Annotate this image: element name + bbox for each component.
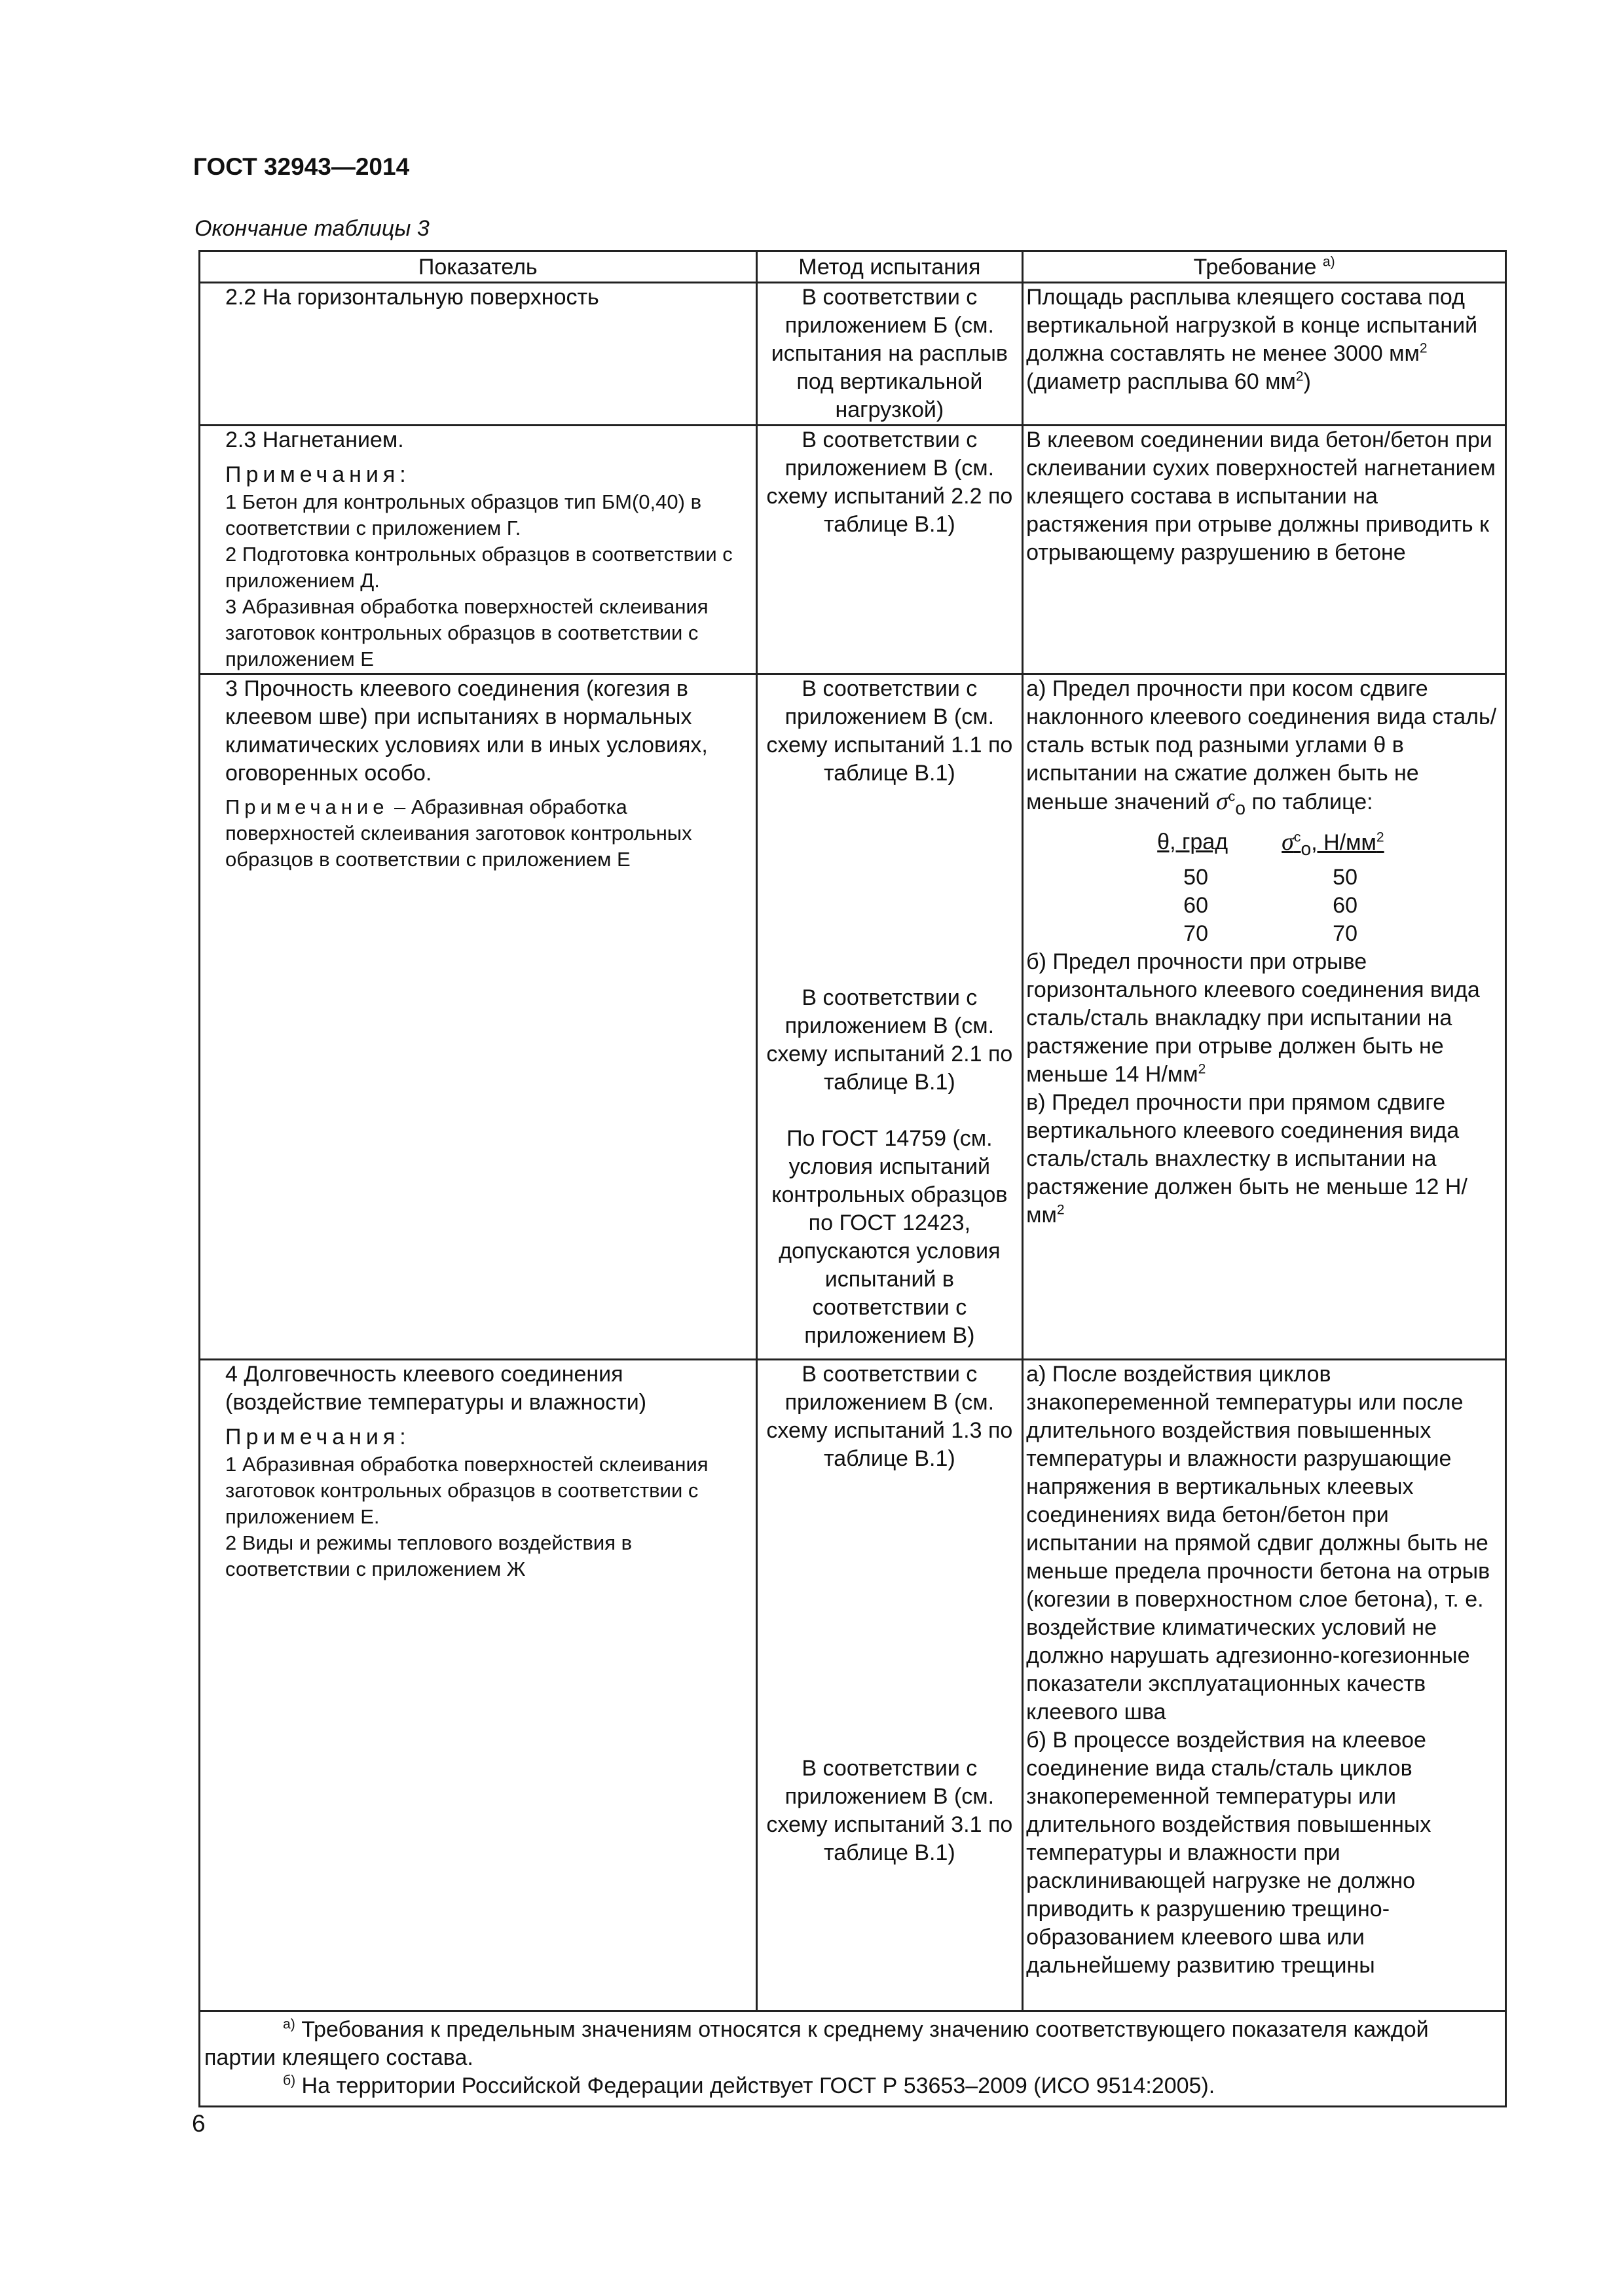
column-header-requirement — [1023, 251, 1506, 283]
indicator-cell — [200, 1360, 757, 2011]
method-text: В соответствии с приложением В (см. схему испытаний 1.3 по таблице В.1) — [766, 1362, 1013, 1471]
footnote-ref-a: а) — [1322, 254, 1335, 270]
requirement-text — [1026, 1089, 1502, 1230]
requirement-text-c: в) Предел прочности при прямом сдвиге вертикального клеевого соединения вида сталь/сталь внахлестку в испытании на растяжение должен быть не меньше 12 Н/мм — [1026, 1089, 1467, 1228]
requirement-text-a-tail: по таблице: — [1251, 790, 1373, 814]
note-item: 2 Виды и режимы теплового воздействия в соответствии с приложением Ж — [225, 1531, 633, 1580]
mini-table-row — [1157, 864, 1384, 892]
note-item: 1 Абразивная обработка поверхностей склеивания заготовок контрольных образцов в соответствии с приложением Е. — [225, 1453, 709, 1528]
mini-header-unit: , Н/мм — [1311, 829, 1376, 855]
requirement-text: Площадь расплыва клеящего состава под вертикальной нагрузкой в конце испытаний должна составлять не менее 3000 мм — [1026, 285, 1478, 366]
strength-value: 60 — [1333, 892, 1357, 918]
column-header-method: Метод испытания — [756, 251, 1023, 283]
method-cell — [756, 426, 1023, 674]
note-item: 1 Бетон для контрольных образцов тип БМ(0,40) в соответствии с приложением Г. — [225, 490, 702, 539]
angle-value: 50 — [1183, 864, 1208, 890]
indicator-text: 2.3 Нагнетанием. — [225, 428, 404, 452]
notes-title: Примечания: — [225, 1425, 411, 1449]
footnotes-cell — [200, 2011, 1506, 2107]
requirement-text: а) После воздействия циклов знакопеременной температуры или после длительного воздействия повышенных температуры и влажности разрушающие напряжения в вертикальных клеевых соединениях вида бетон/бетон при испытании на прямой сдвиг должны быть не меньше предела прочности бетона на отрыв (когезии в поверхностном слое бетона), т. е. воздействие климатических условий не должно нарушать адгезионно-когезионные показатели эксплуатационных качеств клеевого шва — [1026, 1362, 1490, 1724]
requirement-text: б) В процессе воздействия на клеевое соединение вида сталь/сталь циклов знакопеременной температуры или длительного воздействия повышенных температуры и влажности при расклинивающей нагрузке не должно приводить к разрушению трещино-образованием клеевого шва или дальнейшему развитию трещины — [1026, 1728, 1431, 1978]
sigma-symbol: σ — [1215, 788, 1228, 815]
table-row — [200, 426, 1506, 674]
indicator-cell — [200, 283, 757, 426]
page-number: 6 — [192, 2110, 206, 2137]
requirement-text-mid: (диаметр расплыва 60 мм — [1026, 369, 1296, 394]
footnote-text: На территории Российской Федерации действует ГОСТ Р 53653–2009 (ИСО 9514:2005). — [295, 2073, 1215, 2098]
requirement-text: В клеевом соединении вида бетон/бетон при склеивании сухих поверхностей нагнетанием клеящего состава в испытании на растяжения при отрыве должны приводить к отрывающему разрушению в бетоне — [1026, 428, 1496, 565]
indicator-cell — [200, 674, 757, 1360]
requirement-text-end: ) — [1303, 369, 1311, 394]
requirement-cell — [1023, 674, 1506, 1360]
strength-value: 70 — [1333, 920, 1357, 946]
requirement-text-a: а) Предел прочности при косом сдвиге наклонного клеевого соединения вида сталь/сталь встык под разными углами θ в испытании на сжатие должен быть не меньше значений — [1026, 676, 1497, 814]
table-caption: Окончание таблицы 3 — [194, 216, 430, 241]
superscript: 2 — [1295, 369, 1304, 384]
indicator-cell — [200, 426, 757, 674]
note-title: Примечание — [225, 795, 389, 818]
note-item: 2 Подготовка контрольных образцов в соответствии с приложением Д. — [225, 543, 733, 592]
method-text: В соответствии с приложением В (см. схему испытаний 2.2 по таблице В.1) — [766, 428, 1013, 537]
note-text: – Абразивная обработка поверхностей склеивания заготовок контрольных образцов в соответствии с приложением Е — [225, 795, 692, 871]
angle-value: 70 — [1183, 920, 1208, 946]
method-cell — [756, 283, 1023, 426]
sigma-sub: о — [1301, 838, 1312, 860]
requirements-table — [198, 250, 1507, 2107]
superscript: 2 — [1419, 340, 1428, 356]
superscript: 2 — [1056, 1202, 1065, 1218]
sigma-symbol: σ — [1282, 828, 1294, 856]
requirement-text — [1026, 675, 1502, 823]
column-header-indicator: Показатель — [200, 251, 757, 283]
indicator-text: 3 Прочность клеевого соединения (когезия в клеевом шве) при испытаниях в нормальных климатических условиях или в иных условиях, оговоренных особо. — [225, 676, 708, 786]
requirement-text-b: б) Предел прочности при отрыве горизонтального клеевого соединения вида сталь/сталь внакладку при испытании на растяжение при отрыве должен быть не меньше 14 Н/мм — [1026, 949, 1480, 1087]
table-row — [200, 674, 1506, 1360]
mini-table-header — [1157, 828, 1384, 864]
footnote-mark: а) — [283, 2016, 295, 2032]
method-cell — [756, 1360, 1023, 2011]
footnote-a — [204, 2016, 1501, 2072]
requirement-cell — [1023, 283, 1506, 426]
footnote-mark: б) — [283, 2073, 296, 2088]
superscript: 2 — [1376, 829, 1384, 845]
footnote-b — [204, 2072, 1501, 2100]
footnotes-row — [200, 2011, 1506, 2107]
mini-table-row — [1157, 892, 1384, 920]
superscript: 2 — [1198, 1061, 1206, 1077]
table-row — [200, 283, 1506, 426]
method-text: В соответствии с приложением В (см. схему испытаний 2.1 по таблице В.1) — [766, 985, 1013, 1095]
angle-strength-table — [1157, 828, 1384, 948]
method-text: По ГОСТ 14759 (см. условия испытаний контрольных образцов по ГОСТ 12423, допускаются условия испытаний в соответствии с приложением В) — [771, 1126, 1008, 1348]
mini-header-strength — [1282, 828, 1384, 864]
mini-header-angle: θ, град — [1157, 829, 1228, 854]
requirement-cell — [1023, 1360, 1506, 2011]
requirement-text — [1026, 948, 1502, 1089]
note-item — [225, 794, 753, 873]
table-header-row — [200, 251, 1506, 283]
note-item: 3 Абразивная обработка поверхностей склеивания заготовок контрольных образцов в соответствии с приложением Е — [225, 595, 709, 670]
method-cell — [756, 674, 1023, 1360]
table-row — [200, 1360, 1506, 2011]
document-code: ГОСТ 32943—2014 — [193, 153, 410, 180]
footnote-text: Требования к предельным значениям относятся к среднему значению соответствующего показателя каждой партии клеящего состава. — [204, 2017, 1429, 2070]
requirement-cell — [1023, 426, 1506, 674]
method-text: В соответствии с приложением В (см. схему испытаний 3.1 по таблице В.1) — [766, 1756, 1013, 1865]
sigma-sub: о — [1235, 797, 1246, 819]
indicator-text: 4 Долговечность клеевого соединения (воздействие температуры и влажности) — [225, 1362, 647, 1415]
strength-value: 50 — [1333, 864, 1357, 890]
mini-table-row — [1157, 920, 1384, 948]
indicator-text: 2.2 На горизонтальную поверхность — [225, 285, 599, 310]
method-text: В соответствии с приложением Б (см. испытания на расплыв под вертикальной нагрузкой) — [771, 285, 1008, 422]
notes-title: Примечания: — [225, 462, 411, 487]
sigma-sup: с — [1228, 789, 1236, 805]
sigma-sup: с — [1293, 829, 1301, 845]
angle-value: 60 — [1183, 892, 1208, 918]
column-header-requirement-label: Требование — [1193, 255, 1317, 280]
method-text: В соответствии с приложением В (см. схему испытаний 1.1 по таблице В.1) — [766, 676, 1013, 786]
